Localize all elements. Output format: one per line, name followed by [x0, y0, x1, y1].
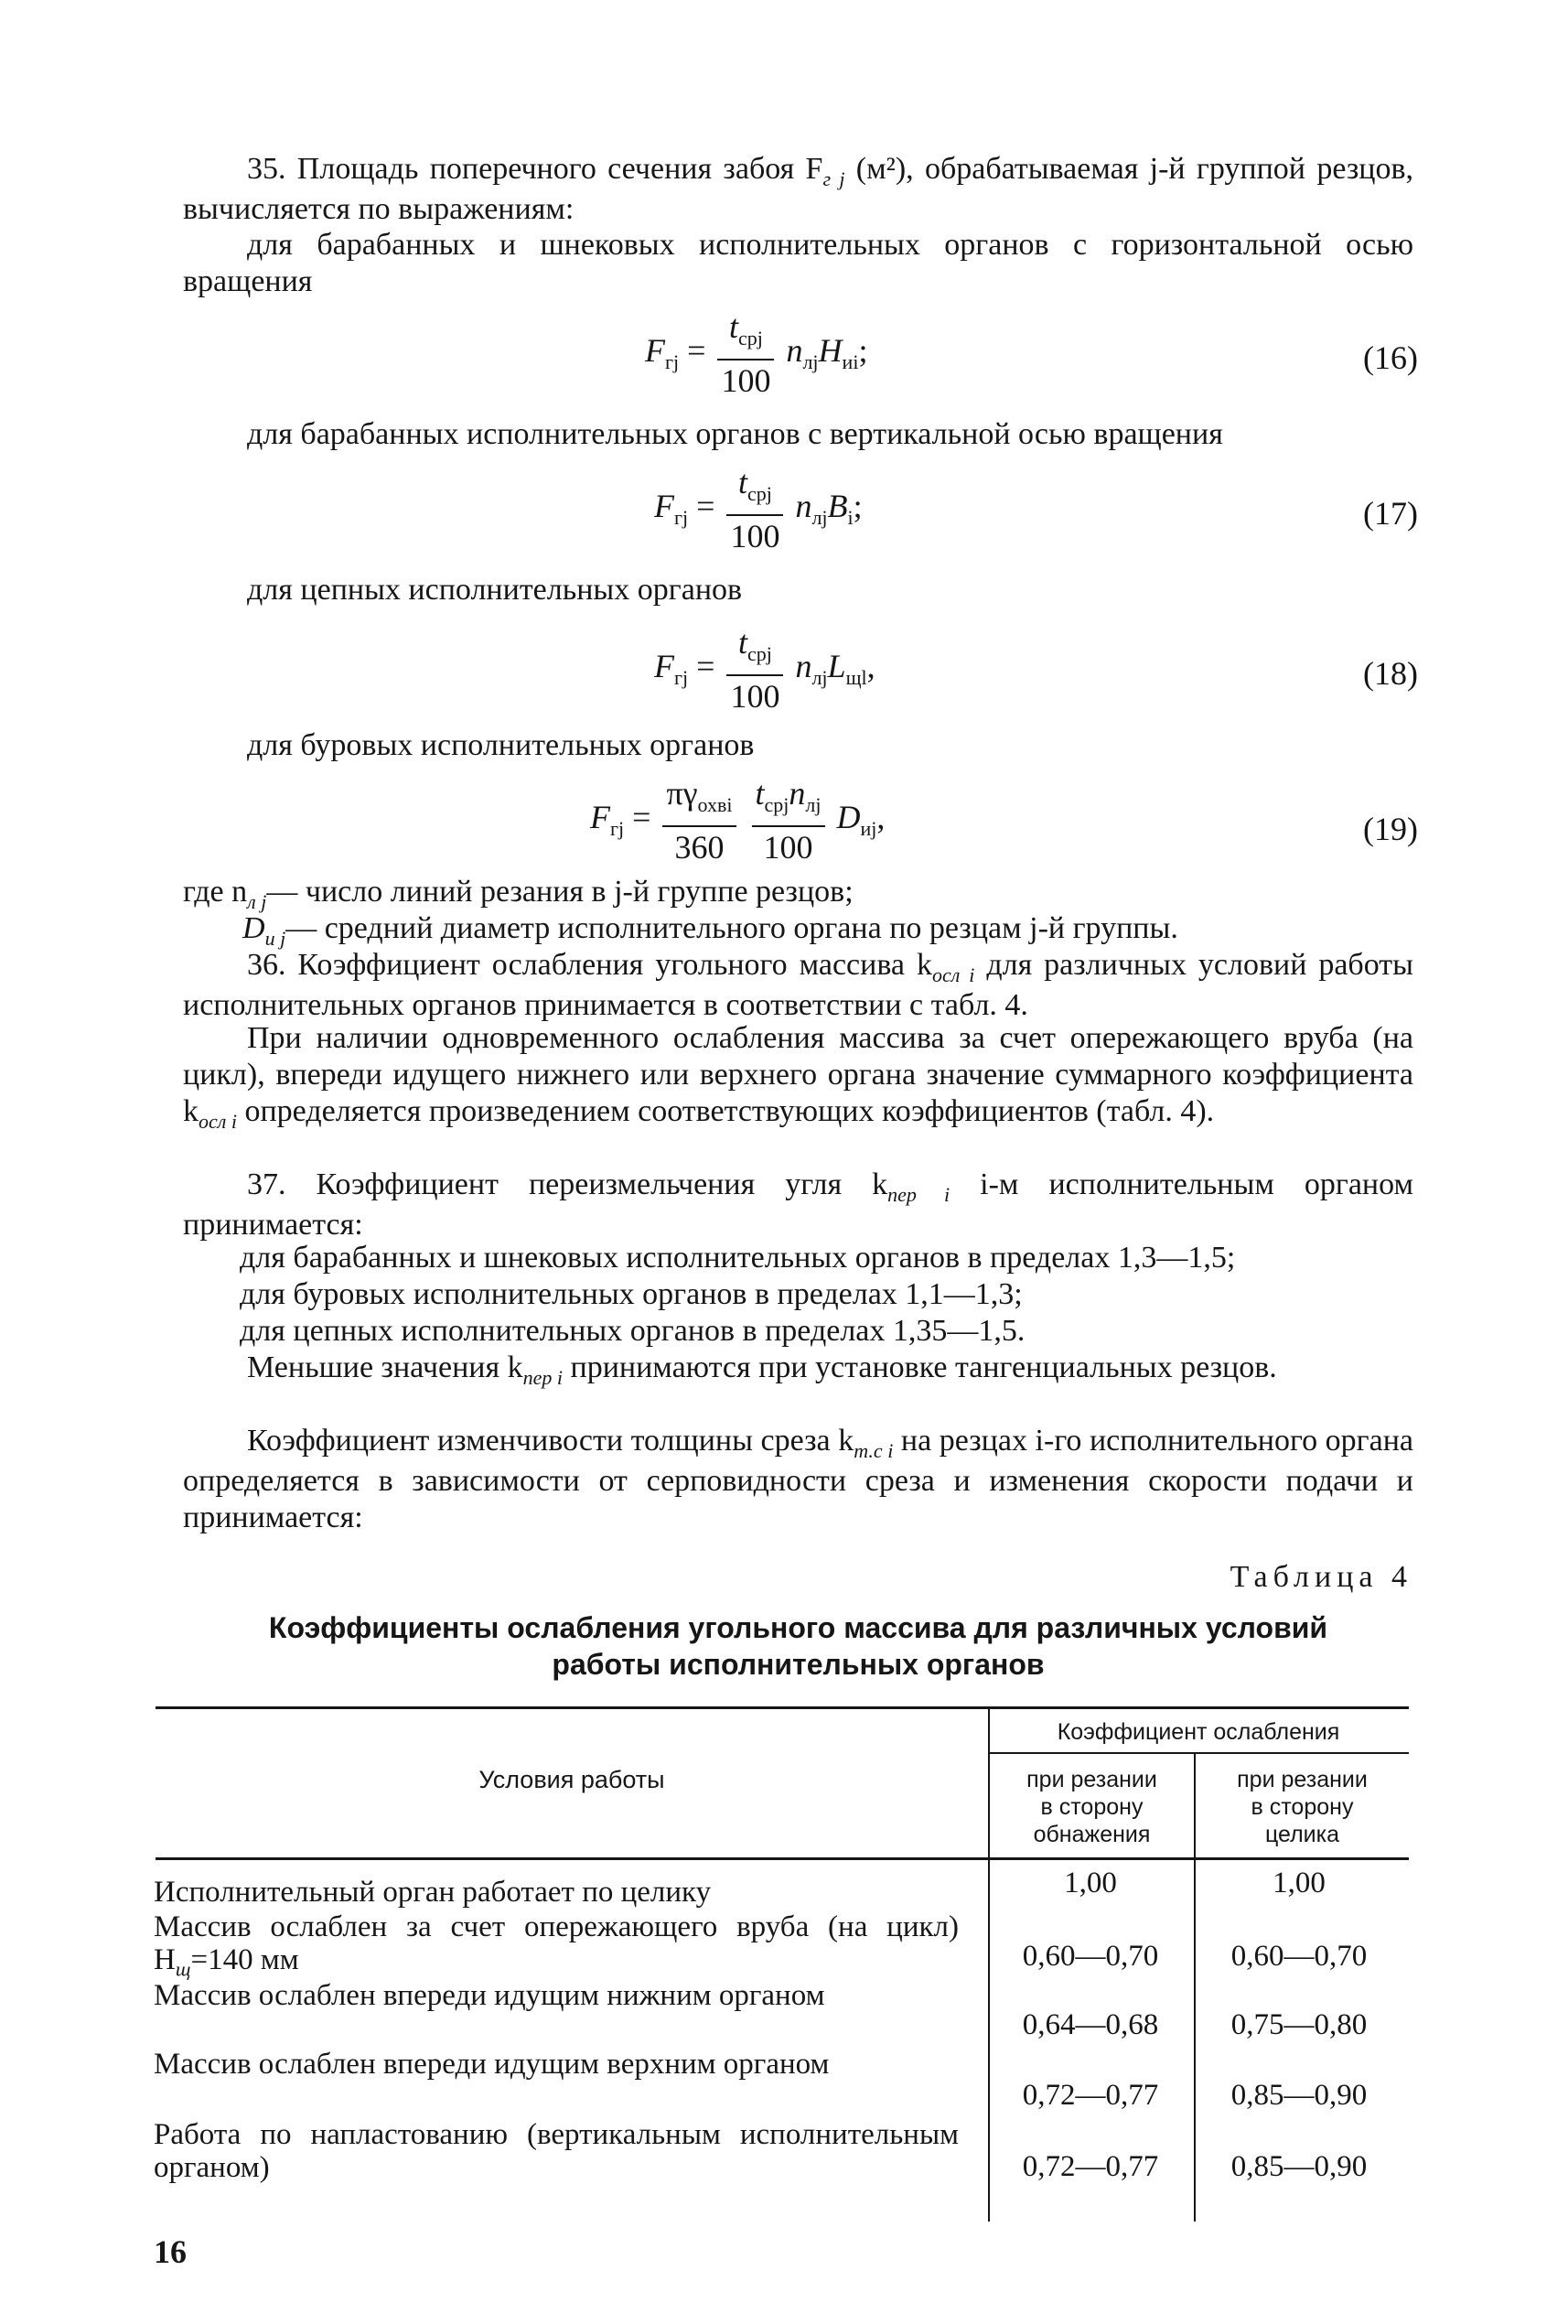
header-col-pillar: при резании в сторону целика [1237, 1767, 1368, 1847]
table-subheader-rule [988, 1752, 1409, 1754]
where-line-2: $D_{и j}—$ средний диаметр исполнительного органа по резцам j-й группы. [242, 911, 1178, 950]
paragraph-36: 36. Коэффициент ослабления угольного массива $k_{осл i}$ для различных условий работы исполнительных органов принимается в соответствии с табл. 4. [183, 948, 1413, 1022]
table-row-2-value-2: 0,60—0,70 [1230, 1940, 1368, 1973]
table-row-2-condition: Массив ослаблен за счет опережающего вруба (на цикл) $H_щ=140$ мм [154, 1910, 959, 1981]
table-top-rule [156, 1706, 1409, 1709]
table-label: Таблица 4 [1230, 1560, 1412, 1594]
page-number: 16 [154, 2233, 187, 2270]
equation-18: $F_{гj}$ = $\frac{t_{срj}}{100}$ $n_{лj}L_{щl}$, [654, 624, 875, 715]
equation-19: $F_{гj}$ = $\frac{\pi\gamma_{охвi}}{360}$ $\frac{t_{срj}n_{лj}}{100}$ $D_{иj}$, [590, 775, 886, 866]
list-item-1: для барабанных и шнековых исполнительных органов в пределах 1,3—1,5; [240, 1241, 1236, 1275]
table-row-4-value-2: 0,85—0,90 [1230, 2079, 1368, 2112]
intro-eq17: для барабанных исполнительных органов с вертикальной осью вращения [247, 417, 1223, 451]
header-conditions: Условия работы [478, 1766, 665, 1793]
equation-16: $F_{гj}$ = $\frac{t_{срj}}{100}$ $n_{лj}H_{иi}$; [645, 308, 868, 400]
table-row-1-value-1: 1,00 [1064, 1867, 1117, 1899]
equation-17: $F_{гj}$ = $\frac{t_{срj}}{100}$ $n_{лj}B_i$; [654, 464, 863, 555]
table-row-3-value-2: 0,75—0,80 [1230, 2008, 1368, 2041]
equation-number-18: (18) [1363, 655, 1418, 692]
table-caption-line-1: Коэффициенты ослабления угольного массива для различных условий [268, 1611, 1328, 1644]
table-row-4-condition: Массив ослаблен впереди идущим верхним органом [154, 2048, 830, 2081]
paragraph-variability: Коэффициент изменчивости толщины среза $k_{т.с i}$ на резцах i-го исполнительного органа определяется в зависимости от серповидности среза и изменения скорости подачи и принимается: [183, 1424, 1413, 1534]
paragraph-37: 37. Коэффициент переизмельчения угля $k_{пер i}$ i-м исполнительным органом принимается: [183, 1167, 1413, 1242]
where-line-1: где $n_{л j}—$ число линий резания в j-й группе резцов; [183, 875, 854, 913]
table-row-5-condition: Работа по напластованию (вертикальным исполнительным органом) [154, 2118, 959, 2184]
paragraph-less: Меньшие значения $k_{пер i}$ принимаются при установке тангенциальных резцов. [247, 1350, 1277, 1389]
table-row-1-condition: Исполнительный орган работает по целику [154, 1876, 712, 1909]
table-row-3-condition: Массив ослаблен впереди идущим нижним органом [154, 1979, 825, 2012]
table-row-1-value-2: 1,00 [1273, 1867, 1326, 1899]
table-row-5-value-1: 0,72—0,77 [1022, 2150, 1159, 2183]
equation-number-16: (16) [1363, 339, 1418, 376]
table-row-3-value-1: 0,64—0,68 [1022, 2008, 1159, 2041]
table-header-rule [156, 1857, 1409, 1860]
header-col-exposure: при резании в сторону обнажения [1026, 1767, 1157, 1847]
list-item-3: для цепных исполнительных органов в пределах 1,35—1,5. [240, 1314, 1026, 1348]
paragraph-35: 35. Площадь поперечного сечения забоя $F_{г j}$ (м²), обрабатываемая j-й группой резцов, вычисляется по выражениям: [183, 152, 1414, 226]
list-item-2: для буровых исполнительных органов в пределах 1,1—1,3; [240, 1277, 1023, 1311]
intro-eq16: для барабанных и шнековых исполнительных органов с горизонтальной осью вращения [183, 228, 1413, 299]
table-row-2-value-1: 0,60—0,70 [1022, 1940, 1159, 1973]
paragraph-36b: При наличии одновременного ослабления массива за счет опережающего вруба (на цикл), впереди идущего нижнего или верхнего органа значение суммарного коэффициента $k_{осл i}$ определяется произведением соответствующих коэффициентов (табл. 4). [183, 1021, 1413, 1134]
equation-number-17: (17) [1363, 495, 1418, 532]
header-coefficient: Коэффициент ослабления [1057, 1719, 1340, 1745]
intro-eq18: для цепных исполнительных органов [247, 573, 743, 607]
table-row-4-value-1: 0,72—0,77 [1022, 2079, 1159, 2112]
intro-eq19: для буровых исполнительных органов [247, 728, 755, 762]
table-caption-line-2: работы исполнительных органов [552, 1648, 1045, 1681]
equation-number-19: (19) [1363, 811, 1418, 847]
table-row-5-value-2: 0,85—0,90 [1230, 2150, 1368, 2183]
